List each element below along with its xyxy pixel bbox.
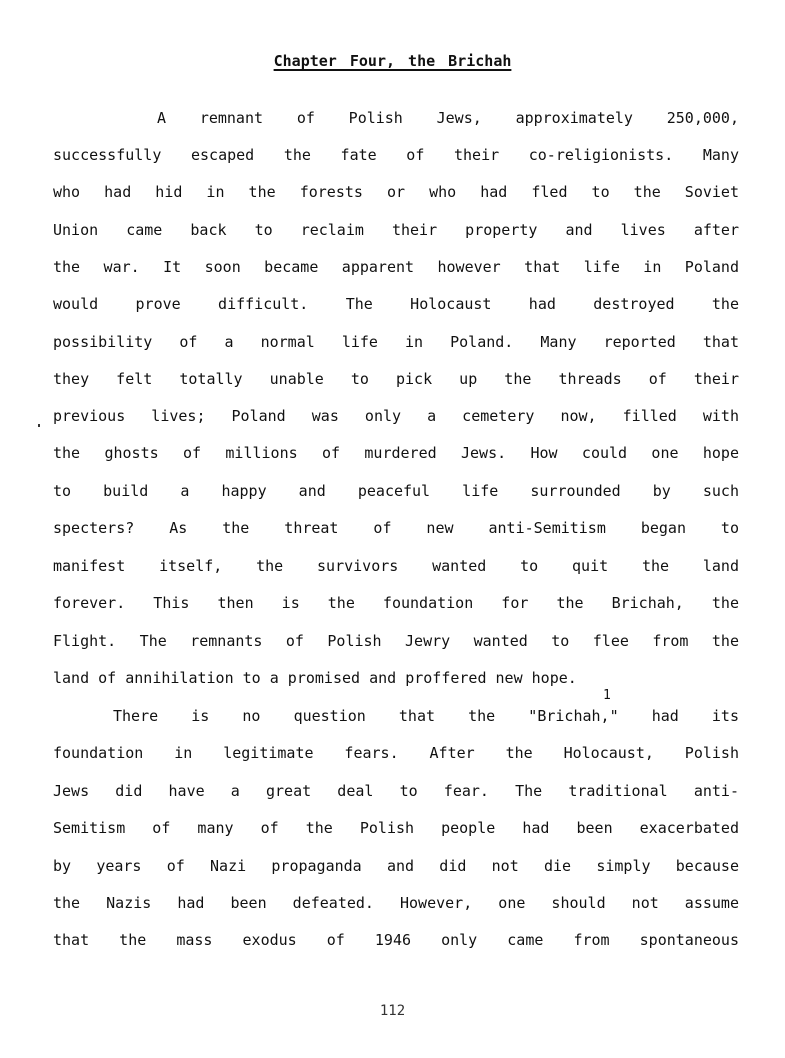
footnote-marker: 1 (603, 688, 611, 703)
chapter-title-text: Chapter Four, the Brichah (273, 52, 512, 70)
paragraph-line: by years of Nazi propaganda and did not die simply because (53, 857, 739, 875)
paragraph-line: land of annihilation to a promised and proffered new hope. (53, 669, 577, 687)
chapter-title (0, 52, 785, 70)
paragraph-line: specters? As the threat of new anti-Semitism began to (53, 519, 739, 537)
paragraph-line: that the mass exodus of 1946 only came from spontaneous (53, 931, 739, 949)
paragraph-line: There is no question that the "Brichah," had its (113, 707, 739, 725)
paragraph-line: the Nazis had been defeated. However, one should not assume (53, 894, 739, 912)
paragraph-line: previous lives; Poland was only a cemetery now, filled with (53, 407, 739, 425)
paragraph-line: A remnant of Polish Jews, approximately 250,000, (157, 109, 739, 127)
stray-mark (38, 424, 40, 427)
paragraph-line: successfully escaped the fate of their co-religionists. Many (53, 146, 739, 164)
paragraph-line: Jews did have a great deal to fear. The traditional anti- (53, 782, 739, 800)
paragraph-line: foundation in legitimate fears. After the Holocaust, Polish (53, 744, 739, 762)
paragraph-line: who had hid in the forests or who had fled to the Soviet (53, 183, 739, 201)
paragraph-line: the ghosts of millions of murdered Jews. How could one hope (53, 444, 739, 462)
paragraph-line: would prove difficult. The Holocaust had destroyed the (53, 295, 739, 313)
paragraph-line: to build a happy and peaceful life surrounded by such (53, 482, 739, 500)
page-number: 112 (379, 1003, 406, 1019)
paragraph-line: manifest itself, the survivors wanted to quit the land (53, 557, 739, 575)
paragraph-line: the war. It soon became apparent however that life in Poland (53, 258, 739, 276)
paragraph-line: Flight. The remnants of Polish Jewry wanted to flee from the (53, 632, 739, 650)
paragraph-line: forever. This then is the foundation for the Brichah, the (53, 594, 739, 612)
paragraph-line: Semitism of many of the Polish people had been exacerbated (53, 819, 739, 837)
paragraph-line: they felt totally unable to pick up the threads of their (53, 370, 739, 388)
paragraph-line: possibility of a normal life in Poland. Many reported that (53, 333, 739, 351)
paragraph-line: Union came back to reclaim their property and lives after (53, 221, 739, 239)
